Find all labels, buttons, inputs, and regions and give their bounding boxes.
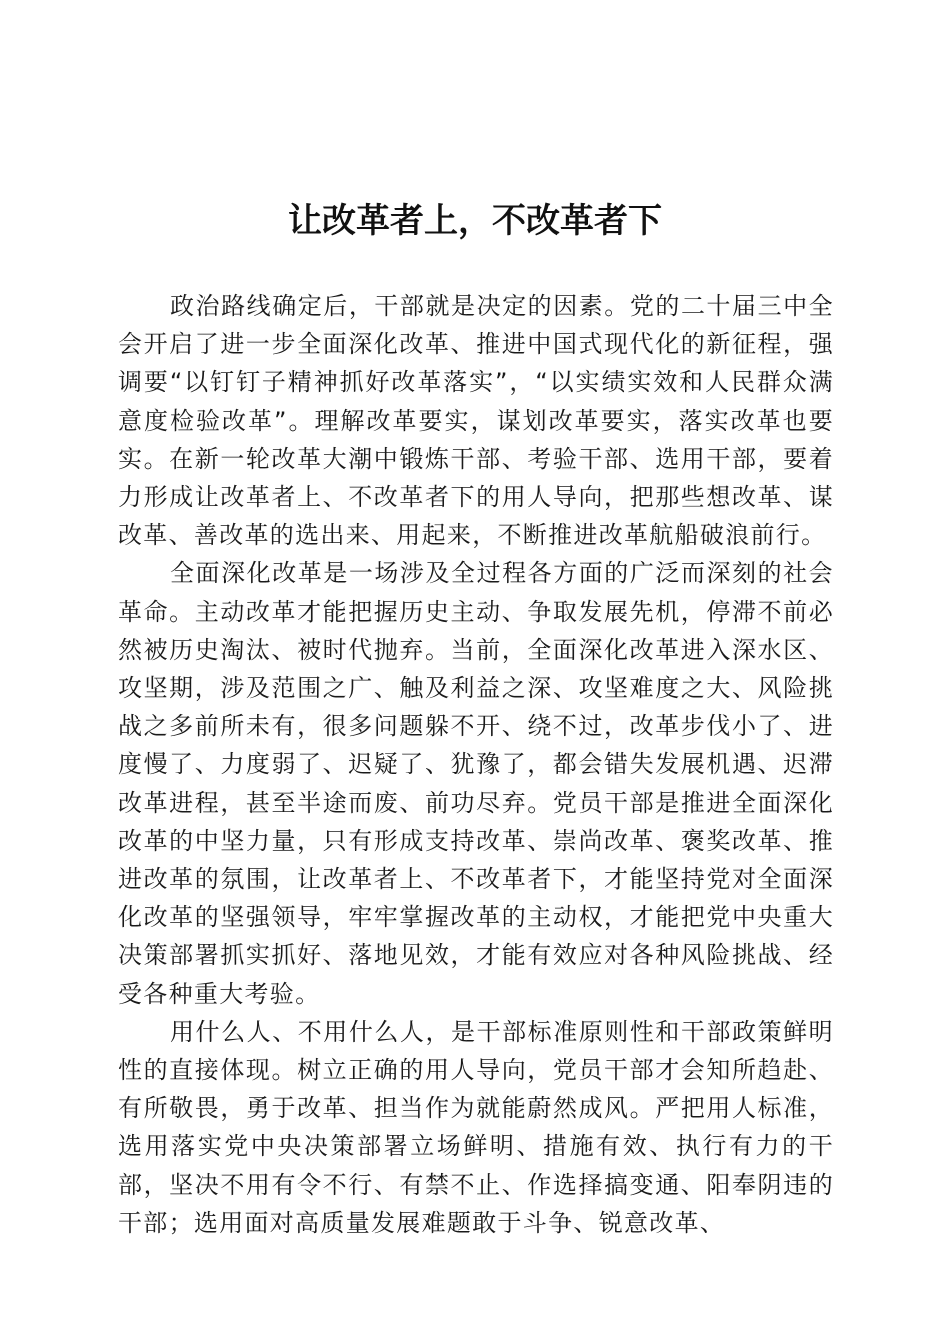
paragraph: 用什么人、不用什么人，是干部标准原则性和干部政策鲜明性的直接体现。树立正确的用人导向，党员干部才会知所趋赴、有所敬畏，勇于改革、担当作为就能蔚然成风。严把用人标准，选用落实党中央决策部署立场鲜明、措施有效、执行有力的干部，坚决不用有令不行、有禁不止、作选择搞变通、阳奉阴违的干部；选用面对高质量发展难题敢于斗争、锐意改革、 xyxy=(118,1017,834,1237)
document-body xyxy=(118,287,834,1242)
paragraph: 全面深化改革是一场涉及全过程各方面的广泛而深刻的社会革命。主动改革才能把握历史主动、争取发展先机，停滞不前必然被历史淘汰、被时代抛弃。当前，全面深化改革进入深水区、攻坚期，涉及范围之广、触及利益之深、攻坚难度之大、风险挑战之多前所未有，很多问题躲不开、绕不过，改革步伐小了、进度慢了、力度弱了、迟疑了、犹豫了，都会错失发展机遇、迟滞改革进程，甚至半途而废、前功尽弃。党员干部是推进全面深化改革的中坚力量，只有形成支持改革、崇尚改革、褒奖改革、推进改革的氛围，让改革者上、不改革者下，才能坚持党对全面深化改革的坚强领导，牢牢掌握改革的主动权，才能把党中央重大决策部署抓实抓好、落地见效，才能有效应对各种风险挑战、经受各种重大考验。 xyxy=(118,559,834,1008)
paragraph: 政治路线确定后，干部就是决定的因素。党的二十届三中全会开启了进一步全面深化改革、推进中国式现代化的新征程，强调要“以钉钉子精神抓好改革落实”，“以实绩实效和人民群众满意度检验改革”。理解改革要实，谋划改革要实，落实改革也要实。在新一轮改革大潮中锻炼干部、考验干部、选用干部，要着力形成让改革者上、不改革者下的用人导向，把那些想改革、谋改革、善改革的选出来、用起来，不断推进改革航船破浪前行。 xyxy=(118,292,834,550)
document-title: 让改革者上，不改革者下 xyxy=(288,201,662,241)
